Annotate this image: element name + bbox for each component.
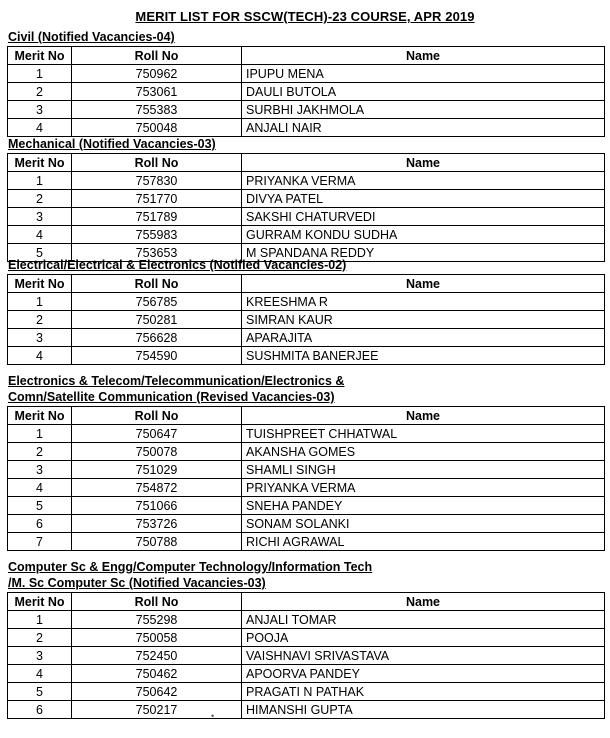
merit-table xyxy=(7,153,605,262)
merit-no-cell: 4 xyxy=(8,119,72,137)
merit-no-cell: 5 xyxy=(8,244,72,262)
name-cell: IPUPU MENA xyxy=(242,65,605,83)
name-cell: GURRAM KONDU SUDHA xyxy=(242,226,605,244)
column-header: Roll No xyxy=(72,593,242,611)
roll-no-cell: 750078 xyxy=(72,443,242,461)
table-row xyxy=(8,701,605,719)
table-header-row xyxy=(8,154,605,172)
merit-table xyxy=(7,406,605,551)
merit-no-cell: 7 xyxy=(8,533,72,551)
page-title: MERIT LIST FOR SSCW(TECH)-23 COURSE, APR 2019 xyxy=(135,9,475,24)
merit-no-cell: 6 xyxy=(8,701,72,719)
roll-no-cell: 751029 xyxy=(72,461,242,479)
merit-no-cell: 4 xyxy=(8,665,72,683)
name-cell: AKANSHA GOMES xyxy=(242,443,605,461)
column-header: Merit No xyxy=(8,593,72,611)
table-header-row xyxy=(8,275,605,293)
column-header: Roll No xyxy=(72,154,242,172)
name-cell: SIMRAN KAUR xyxy=(242,311,605,329)
roll-no-cell: 753726 xyxy=(72,515,242,533)
merit-table xyxy=(7,46,605,137)
table-row xyxy=(8,647,605,665)
column-header: Name xyxy=(242,407,605,425)
merit-no-cell: 5 xyxy=(8,497,72,515)
table-row xyxy=(8,172,605,190)
table-row xyxy=(8,293,605,311)
name-cell: HIMANSHI GUPTA xyxy=(242,701,605,719)
section-heading: /M. Sc Computer Sc (Notified Vacancies-03) xyxy=(8,576,266,590)
table-row xyxy=(8,347,605,365)
name-cell: SNEHA PANDEY xyxy=(242,497,605,515)
table-row xyxy=(8,611,605,629)
column-header: Roll No xyxy=(72,47,242,65)
merit-no-cell: 1 xyxy=(8,425,72,443)
name-cell: DIVYA PATEL xyxy=(242,190,605,208)
roll-no-cell: 750281 xyxy=(72,311,242,329)
scan-dot: • xyxy=(211,711,215,721)
roll-no-cell: 756785 xyxy=(72,293,242,311)
column-header: Merit No xyxy=(8,47,72,65)
table-row xyxy=(8,497,605,515)
merit-no-cell: 2 xyxy=(8,443,72,461)
roll-no-cell: 751066 xyxy=(72,497,242,515)
table-row xyxy=(8,515,605,533)
merit-no-cell: 3 xyxy=(8,101,72,119)
table-row xyxy=(8,190,605,208)
merit-no-cell: 3 xyxy=(8,329,72,347)
roll-no-cell: 755983 xyxy=(72,226,242,244)
section-heading: Civil (Notified Vacancies-04) xyxy=(8,30,175,44)
roll-no-cell: 750642 xyxy=(72,683,242,701)
merit-no-cell: 5 xyxy=(8,683,72,701)
name-cell: TUISHPREET CHHATWAL xyxy=(242,425,605,443)
name-cell: VAISHNAVI SRIVASTAVA xyxy=(242,647,605,665)
roll-no-cell: 754872 xyxy=(72,479,242,497)
merit-no-cell: 2 xyxy=(8,629,72,647)
roll-no-cell: 750048 xyxy=(72,119,242,137)
name-cell: ANJALI NAIR xyxy=(242,119,605,137)
table-header-row xyxy=(8,47,605,65)
roll-no-cell: 751789 xyxy=(72,208,242,226)
name-cell: DAULI BUTOLA xyxy=(242,83,605,101)
table-row xyxy=(8,65,605,83)
table-row xyxy=(8,119,605,137)
table-row xyxy=(8,226,605,244)
merit-no-cell: 2 xyxy=(8,190,72,208)
merit-table xyxy=(7,592,605,719)
table-row xyxy=(8,443,605,461)
name-cell: PRIYANKA VERMA xyxy=(242,172,605,190)
name-cell: SUSHMITA BANERJEE xyxy=(242,347,605,365)
roll-no-cell: 750058 xyxy=(72,629,242,647)
roll-no-cell: 755298 xyxy=(72,611,242,629)
table-row xyxy=(8,533,605,551)
roll-no-cell: 750462 xyxy=(72,665,242,683)
merit-no-cell: 4 xyxy=(8,226,72,244)
merit-no-cell: 1 xyxy=(8,65,72,83)
table-row xyxy=(8,329,605,347)
merit-no-cell: 4 xyxy=(8,347,72,365)
name-cell: SAKSHI CHATURVEDI xyxy=(242,208,605,226)
merit-no-cell: 1 xyxy=(8,172,72,190)
roll-no-cell: 750962 xyxy=(72,65,242,83)
name-cell: SURBHI JAKHMOLA xyxy=(242,101,605,119)
table-row xyxy=(8,665,605,683)
merit-no-cell: 4 xyxy=(8,479,72,497)
column-header: Merit No xyxy=(8,154,72,172)
merit-no-cell: 6 xyxy=(8,515,72,533)
roll-no-cell: 751770 xyxy=(72,190,242,208)
merit-no-cell: 1 xyxy=(8,293,72,311)
roll-no-cell: 753653 xyxy=(72,244,242,262)
table-row xyxy=(8,208,605,226)
column-header: Name xyxy=(242,47,605,65)
column-header: Name xyxy=(242,593,605,611)
merit-no-cell: 3 xyxy=(8,647,72,665)
column-header: Roll No xyxy=(72,407,242,425)
merit-no-cell: 3 xyxy=(8,461,72,479)
section-heading: Comn/Satellite Communication (Revised Vacancies-03) xyxy=(8,390,335,404)
name-cell: APOORVA PANDEY xyxy=(242,665,605,683)
table-row xyxy=(8,425,605,443)
name-cell: PRAGATI N PATHAK xyxy=(242,683,605,701)
name-cell: POOJA xyxy=(242,629,605,647)
section-heading: Electronics & Telecom/Telecommunication/Electronics & xyxy=(8,374,345,388)
table-row xyxy=(8,311,605,329)
name-cell: SONAM SOLANKI xyxy=(242,515,605,533)
name-cell: PRIYANKA VERMA xyxy=(242,479,605,497)
merit-table xyxy=(7,274,605,365)
roll-no-cell: 750788 xyxy=(72,533,242,551)
table-row xyxy=(8,101,605,119)
roll-no-cell: 756628 xyxy=(72,329,242,347)
merit-no-cell: 2 xyxy=(8,83,72,101)
column-header: Name xyxy=(242,154,605,172)
section-heading: Mechanical (Notified Vacancies-03) xyxy=(8,137,216,151)
roll-no-cell: 754590 xyxy=(72,347,242,365)
roll-no-cell: 753061 xyxy=(72,83,242,101)
table-header-row xyxy=(8,593,605,611)
roll-no-cell: 757830 xyxy=(72,172,242,190)
name-cell: RICHI AGRAWAL xyxy=(242,533,605,551)
table-row xyxy=(8,479,605,497)
name-cell: KREESHMA R xyxy=(242,293,605,311)
roll-no-cell: 752450 xyxy=(72,647,242,665)
column-header: Roll No xyxy=(72,275,242,293)
section-heading: Computer Sc & Engg/Computer Technology/Information Tech xyxy=(8,560,373,574)
table-row xyxy=(8,629,605,647)
table-header-row xyxy=(8,407,605,425)
name-cell: M SPANDANA REDDY xyxy=(242,244,605,262)
roll-no-cell: 755383 xyxy=(72,101,242,119)
roll-no-cell: 750647 xyxy=(72,425,242,443)
name-cell: SHAMLI SINGH xyxy=(242,461,605,479)
table-row xyxy=(8,83,605,101)
section-heading: Electrical/Electrical & Electronics (Notified Vacancies-02) xyxy=(8,258,347,272)
name-cell: ANJALI TOMAR xyxy=(242,611,605,629)
table-row xyxy=(8,683,605,701)
merit-no-cell: 2 xyxy=(8,311,72,329)
column-header: Merit No xyxy=(8,407,72,425)
column-header: Name xyxy=(242,275,605,293)
roll-no-cell: 750217 xyxy=(72,701,242,719)
merit-no-cell: 3 xyxy=(8,208,72,226)
merit-no-cell: 1 xyxy=(8,611,72,629)
name-cell: APARAJITA xyxy=(242,329,605,347)
table-row xyxy=(8,461,605,479)
column-header: Merit No xyxy=(8,275,72,293)
